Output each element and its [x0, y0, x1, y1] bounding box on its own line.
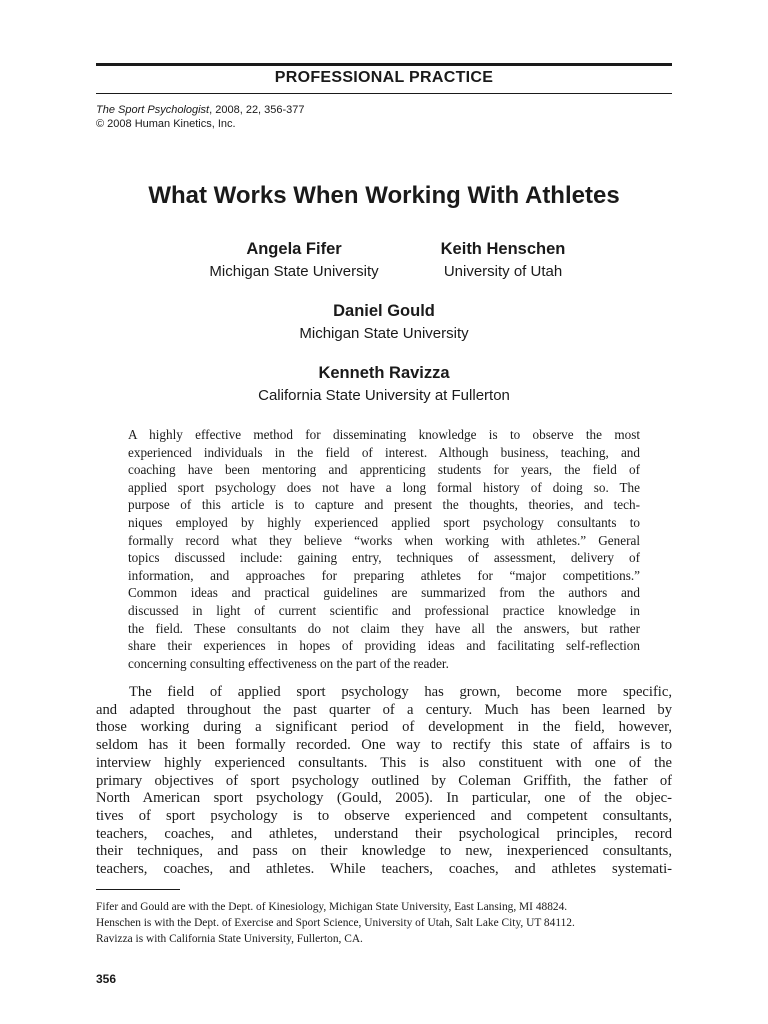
article-title: What Works When Working With Athletes [148, 182, 620, 209]
citation-journal: The Sport Psychologist [96, 104, 210, 116]
abstract-line: applied sport psychology does not have a long formal history of doing so. The [128, 479, 640, 495]
body-paragraph [96, 684, 672, 879]
citation-details: , 2008, 22, 356-377 [209, 104, 305, 116]
author-affiliation: Michigan State University [209, 263, 379, 280]
header-rule-thin [96, 93, 672, 94]
header-rule-thick [96, 63, 672, 66]
abstract-line: information, and approaches for preparing athletes for “major competitions.” [128, 567, 640, 583]
author-affiliation: Michigan State University [299, 325, 469, 342]
abstract-line: purpose of this article is to capture and present the thoughts, theories, and tech- [128, 497, 640, 513]
body-line: those working during a significant period of development in the field, however, [96, 719, 672, 736]
body-line: interview highly experienced consultants. This is also constituent with one of the [96, 754, 672, 771]
abstract-line: coaching have been mentoring and apprenticing students for years, the field of [128, 462, 640, 478]
abstract [128, 426, 640, 672]
abstract-line: experienced individuals in the field of interest. Although business, teaching, and [128, 444, 640, 460]
section-label: PROFESSIONAL PRACTICE [274, 69, 494, 86]
author-block [96, 301, 672, 344]
page-number: 356 [96, 972, 117, 986]
author-name: Keith Henschen [440, 240, 566, 258]
footnote-rule [96, 889, 180, 890]
footnote-line: Fifer and Gould are with the Dept. of Kinesiology, Michigan State University, East Lansing, MI 48824. [96, 901, 568, 913]
body-line: and adapted throughout the past quarter of a century. Much has been learned by [96, 701, 672, 718]
author-name: Angela Fifer [246, 240, 342, 258]
abstract-line: share their experiences in hopes of providing ideas and facilitating self-reflection [128, 638, 640, 654]
body-line: North American sport psychology (Gould, 2005). In particular, one of the objec- [96, 790, 672, 807]
author-block [192, 239, 396, 282]
abstract-line: niques employed by highly experienced applied sport psychology consultants to [128, 514, 640, 530]
author-affiliation: California State University at Fullerton [258, 387, 510, 404]
body-line: teachers, coaches, and athletes. While teachers, coaches, and athletes systemati- [96, 861, 672, 878]
abstract-line: concerning consulting effectiveness on the part of the reader. [128, 655, 449, 671]
citation [96, 103, 305, 131]
body-line: tives of sport psychology is to observe experienced and competent consultants, [96, 807, 672, 824]
abstract-line: A highly effective method for disseminating knowledge is to observe the most [128, 427, 640, 442]
footnote [96, 899, 672, 947]
author-block [96, 363, 672, 406]
abstract-line: discussed in light of current scientific and professional practice knowledge in [128, 602, 640, 618]
copyright: © 2008 Human Kinetics, Inc. [96, 118, 236, 130]
body-line: teachers, coaches, and athletes, understand their psychological principles, record [96, 825, 672, 842]
author-name: Daniel Gould [333, 302, 435, 320]
author-block [406, 239, 600, 282]
footnote-line: Henschen is with the Dept. of Exercise and Sport Science, University of Utah, Salt Lake City, UT 84112. [96, 917, 575, 929]
body-line: seldom has it been formally recorded. One way to rectify this state of affairs is to [96, 737, 672, 754]
body-line: The field of applied sport psychology has grown, become more specific, [129, 684, 672, 700]
abstract-line: formally record what they believe “works when working with athletes.” General [128, 532, 640, 548]
abstract-line: topics discussed include: gaining entry, techniques of assessment, delivery of [128, 550, 640, 566]
author-name: Kenneth Ravizza [318, 364, 450, 382]
abstract-line: Common ideas and practical guidelines are summarized from the authors and [128, 585, 640, 601]
body-line: their techniques, and pass on their knowledge to new, inexperienced consultants, [96, 843, 672, 860]
body-line: primary objectives of sport psychology outlined by Coleman Griffith, the father of [96, 772, 672, 789]
author-affiliation: University of Utah [443, 263, 563, 280]
abstract-line: the field. These consultants do not claim they have all the answers, but rather [128, 620, 640, 636]
footnote-line: Ravizza is with California State University, Fullerton, CA. [96, 933, 363, 945]
